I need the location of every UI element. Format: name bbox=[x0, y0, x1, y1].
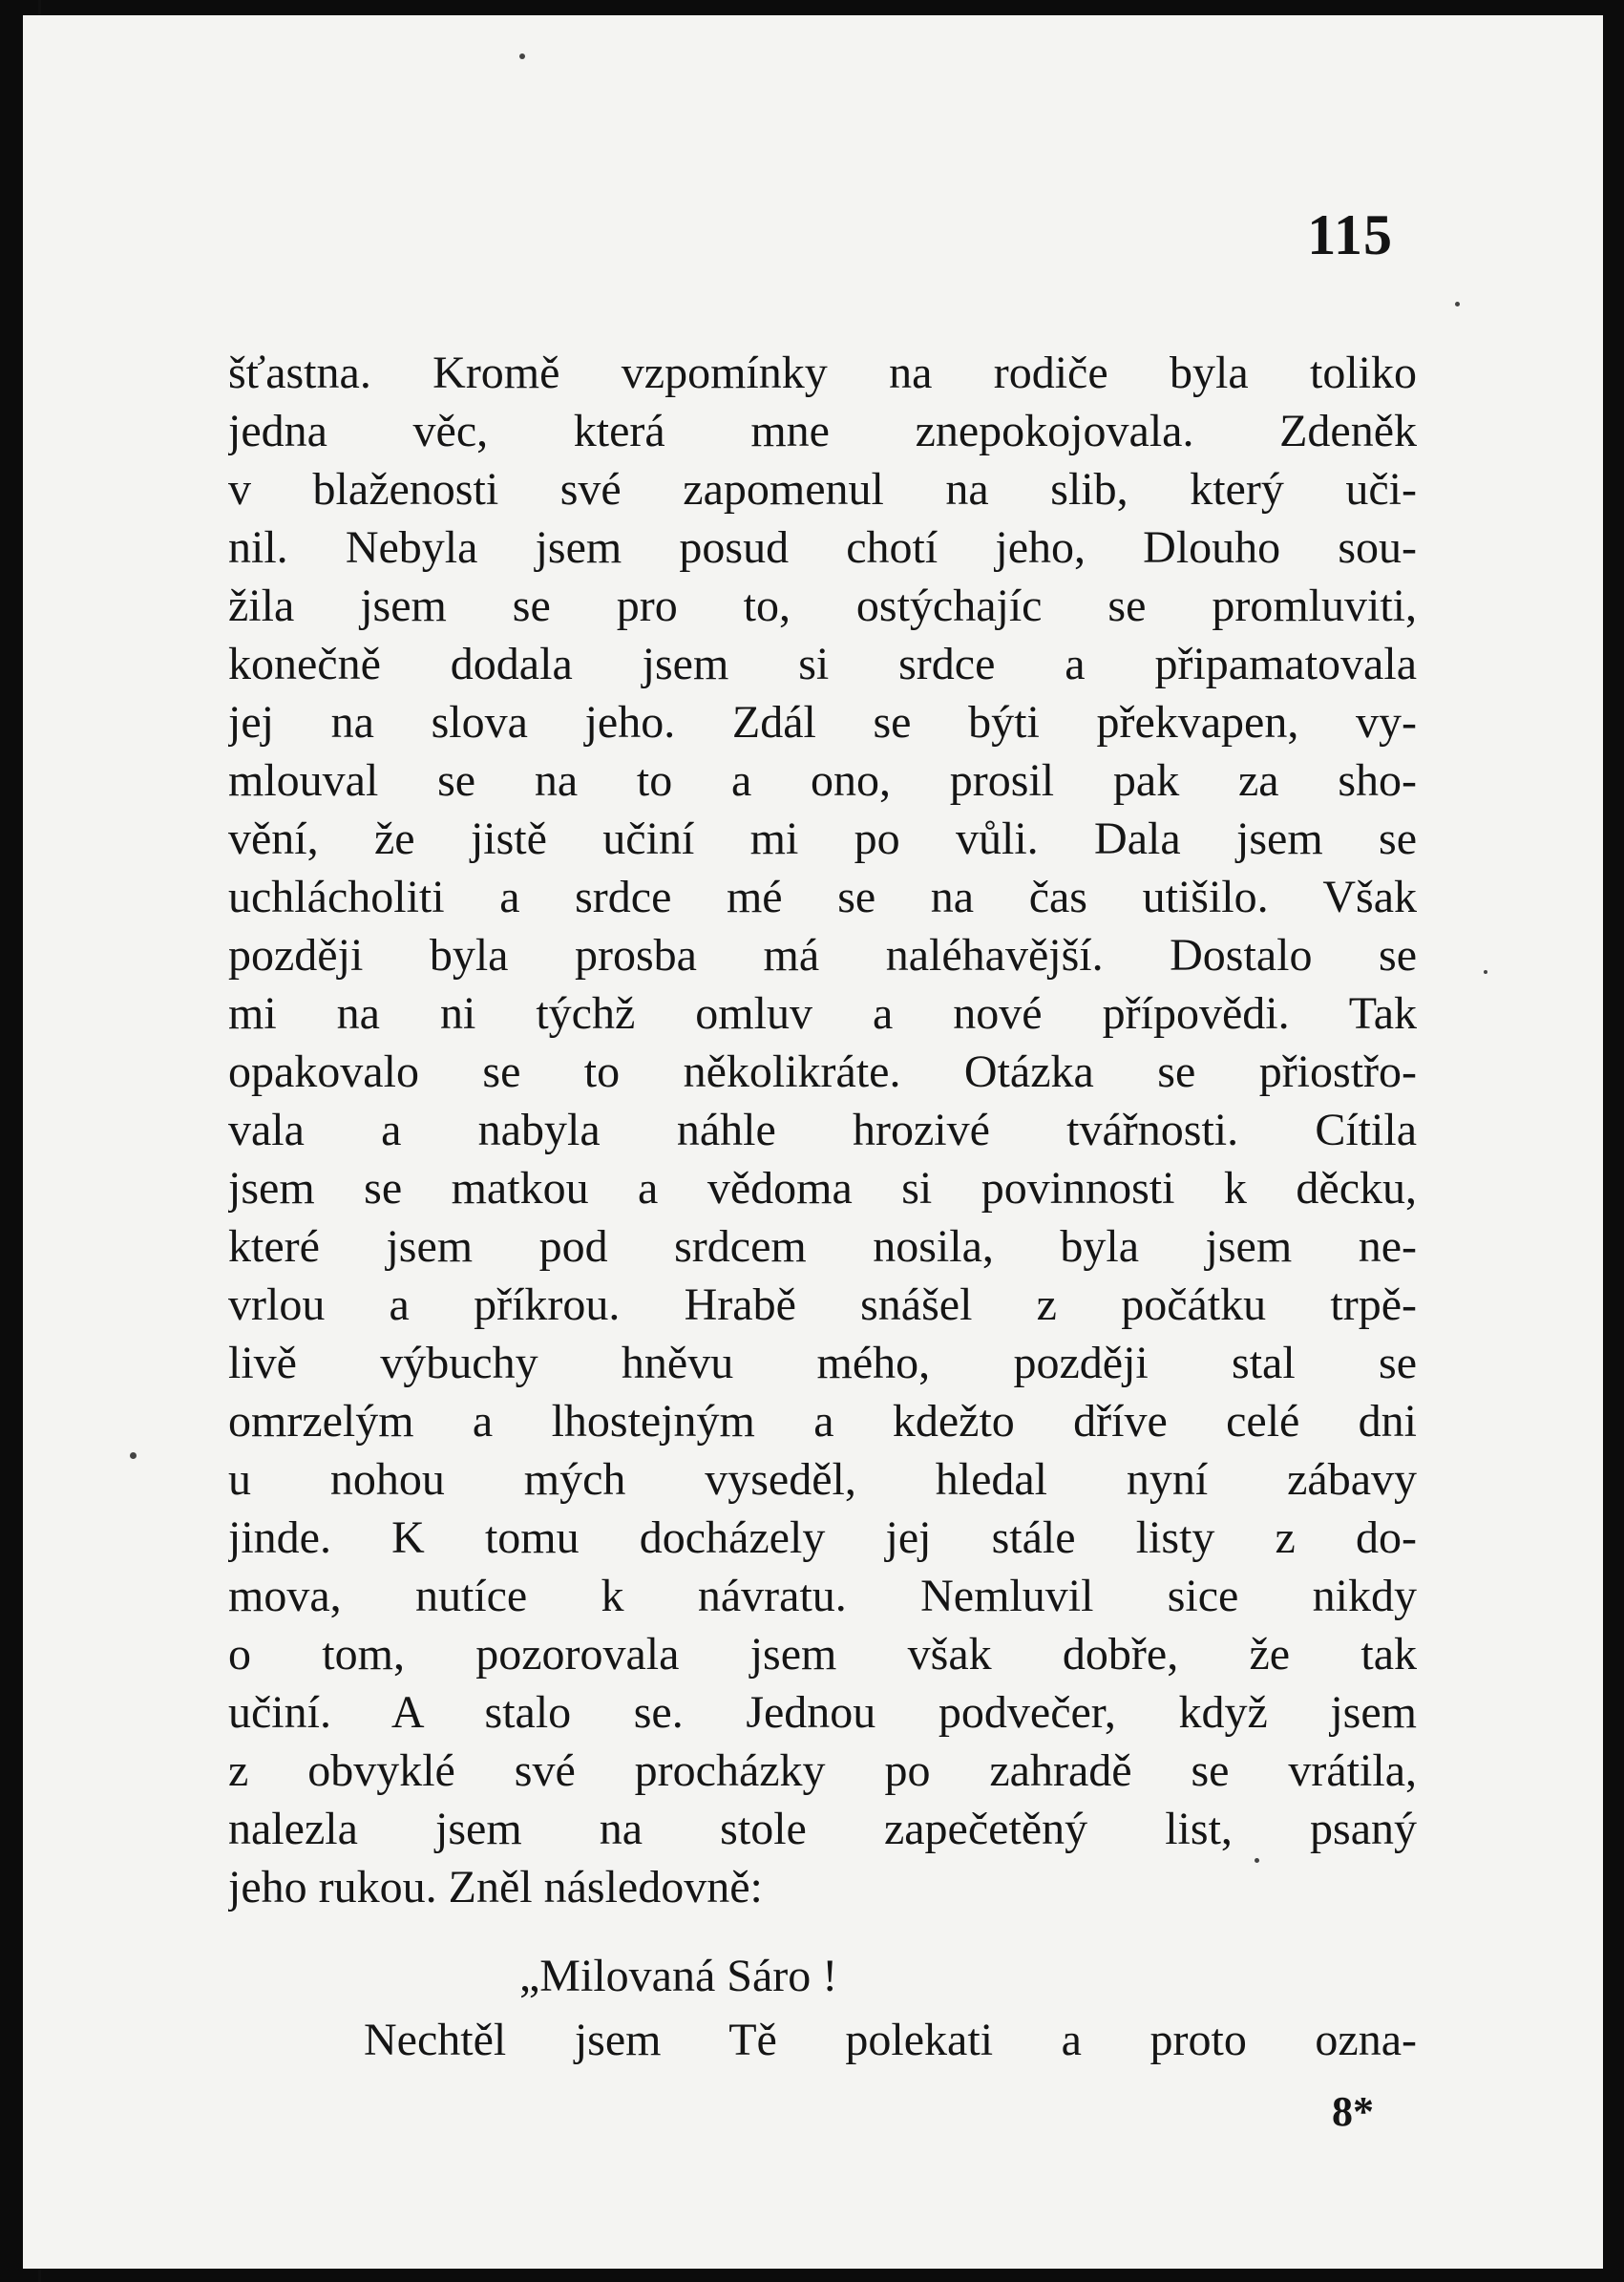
text-line: nil. Nebyla jsem posud chotí jeho, Dlouho sou- bbox=[228, 522, 1417, 573]
text-line: u nohou mých vyseděl, hledal nyní zábavy bbox=[228, 1454, 1417, 1505]
print-speck bbox=[519, 53, 525, 59]
text-line: jedna věc, která mne znepokojovala. Zdeněk bbox=[228, 406, 1417, 456]
text-line: opakovalo se to několikráte. Otázka se přiostřo- bbox=[228, 1046, 1417, 1097]
text-line: mi na ni týchž omluv a nové přípovědi. Tak bbox=[228, 988, 1417, 1039]
text-line: mova, nutíce k návratu. Nemluvil sice nikdy bbox=[228, 1571, 1417, 1621]
text-line: žila jsem se pro to, ostýchajíc se promluviti, bbox=[228, 581, 1417, 631]
print-speck bbox=[1484, 970, 1487, 974]
text-line: z obvyklé své procházky po zahradě se vrátila, bbox=[228, 1745, 1417, 1796]
text-line: jeho rukou. Zněl následovně: bbox=[228, 1862, 763, 1912]
text-line: později byla prosba má naléhavější. Dostalo se bbox=[228, 930, 1417, 981]
text-line: jinde. K tomu docházely jej stále listy z do- bbox=[228, 1512, 1417, 1563]
book-page bbox=[23, 15, 1603, 2269]
text-line: šťastna. Kromě vzpomínky na rodiče byla toliko bbox=[228, 348, 1417, 398]
letter-salutation: „Milovaná Sáro ! bbox=[519, 1951, 838, 2001]
text-line: konečně dodala jsem si srdce a připamatovala bbox=[228, 639, 1417, 689]
print-speck bbox=[1255, 1858, 1259, 1863]
text-line: mlouval se na to a ono, prosil pak za sho- bbox=[228, 755, 1417, 806]
print-speck bbox=[1455, 302, 1460, 306]
text-line: livě výbuchy hněvu mého, později stal se bbox=[228, 1338, 1417, 1388]
text-line: uchlácholiti a srdce mé se na čas utišilo. Však bbox=[228, 872, 1417, 922]
text-line: nalezla jsem na stole zapečetěný list, psaný bbox=[228, 1804, 1417, 1854]
text-line: vrlou a příkrou. Hrabě snášel z počátku trpě- bbox=[228, 1279, 1417, 1330]
text-line: jsem se matkou a vědoma si povinnosti k děcku, bbox=[228, 1163, 1417, 1214]
text-line: učiní. A stalo se. Jednou podvečer, když jsem bbox=[228, 1687, 1417, 1738]
signature-mark: 8* bbox=[1332, 2088, 1374, 2135]
letter-first-line: Nechtěl jsem Tě polekati a proto ozna- bbox=[364, 2015, 1417, 2065]
text-line: vění, že jistě učiní mi po vůli. Dala jsem se bbox=[228, 813, 1417, 864]
text-line: o tom, pozorovala jsem však dobře, že tak bbox=[228, 1629, 1417, 1680]
body-text bbox=[228, 344, 1417, 1916]
text-line: které jsem pod srdcem nosila, byla jsem ne- bbox=[228, 1221, 1417, 1272]
text-line: omrzelým a lhostejným a kdežto dříve celé dni bbox=[228, 1396, 1417, 1447]
text-line: jej na slova jeho. Zdál se býti překvapen, vy- bbox=[228, 697, 1417, 748]
text-line: vala a nabyla náhle hrozivé tvářnosti. Cítila bbox=[228, 1105, 1417, 1155]
text-line: v blaženosti své zapomenul na slib, který uči- bbox=[228, 464, 1417, 515]
page-number: 115 bbox=[1307, 203, 1393, 266]
print-speck bbox=[130, 1452, 137, 1459]
